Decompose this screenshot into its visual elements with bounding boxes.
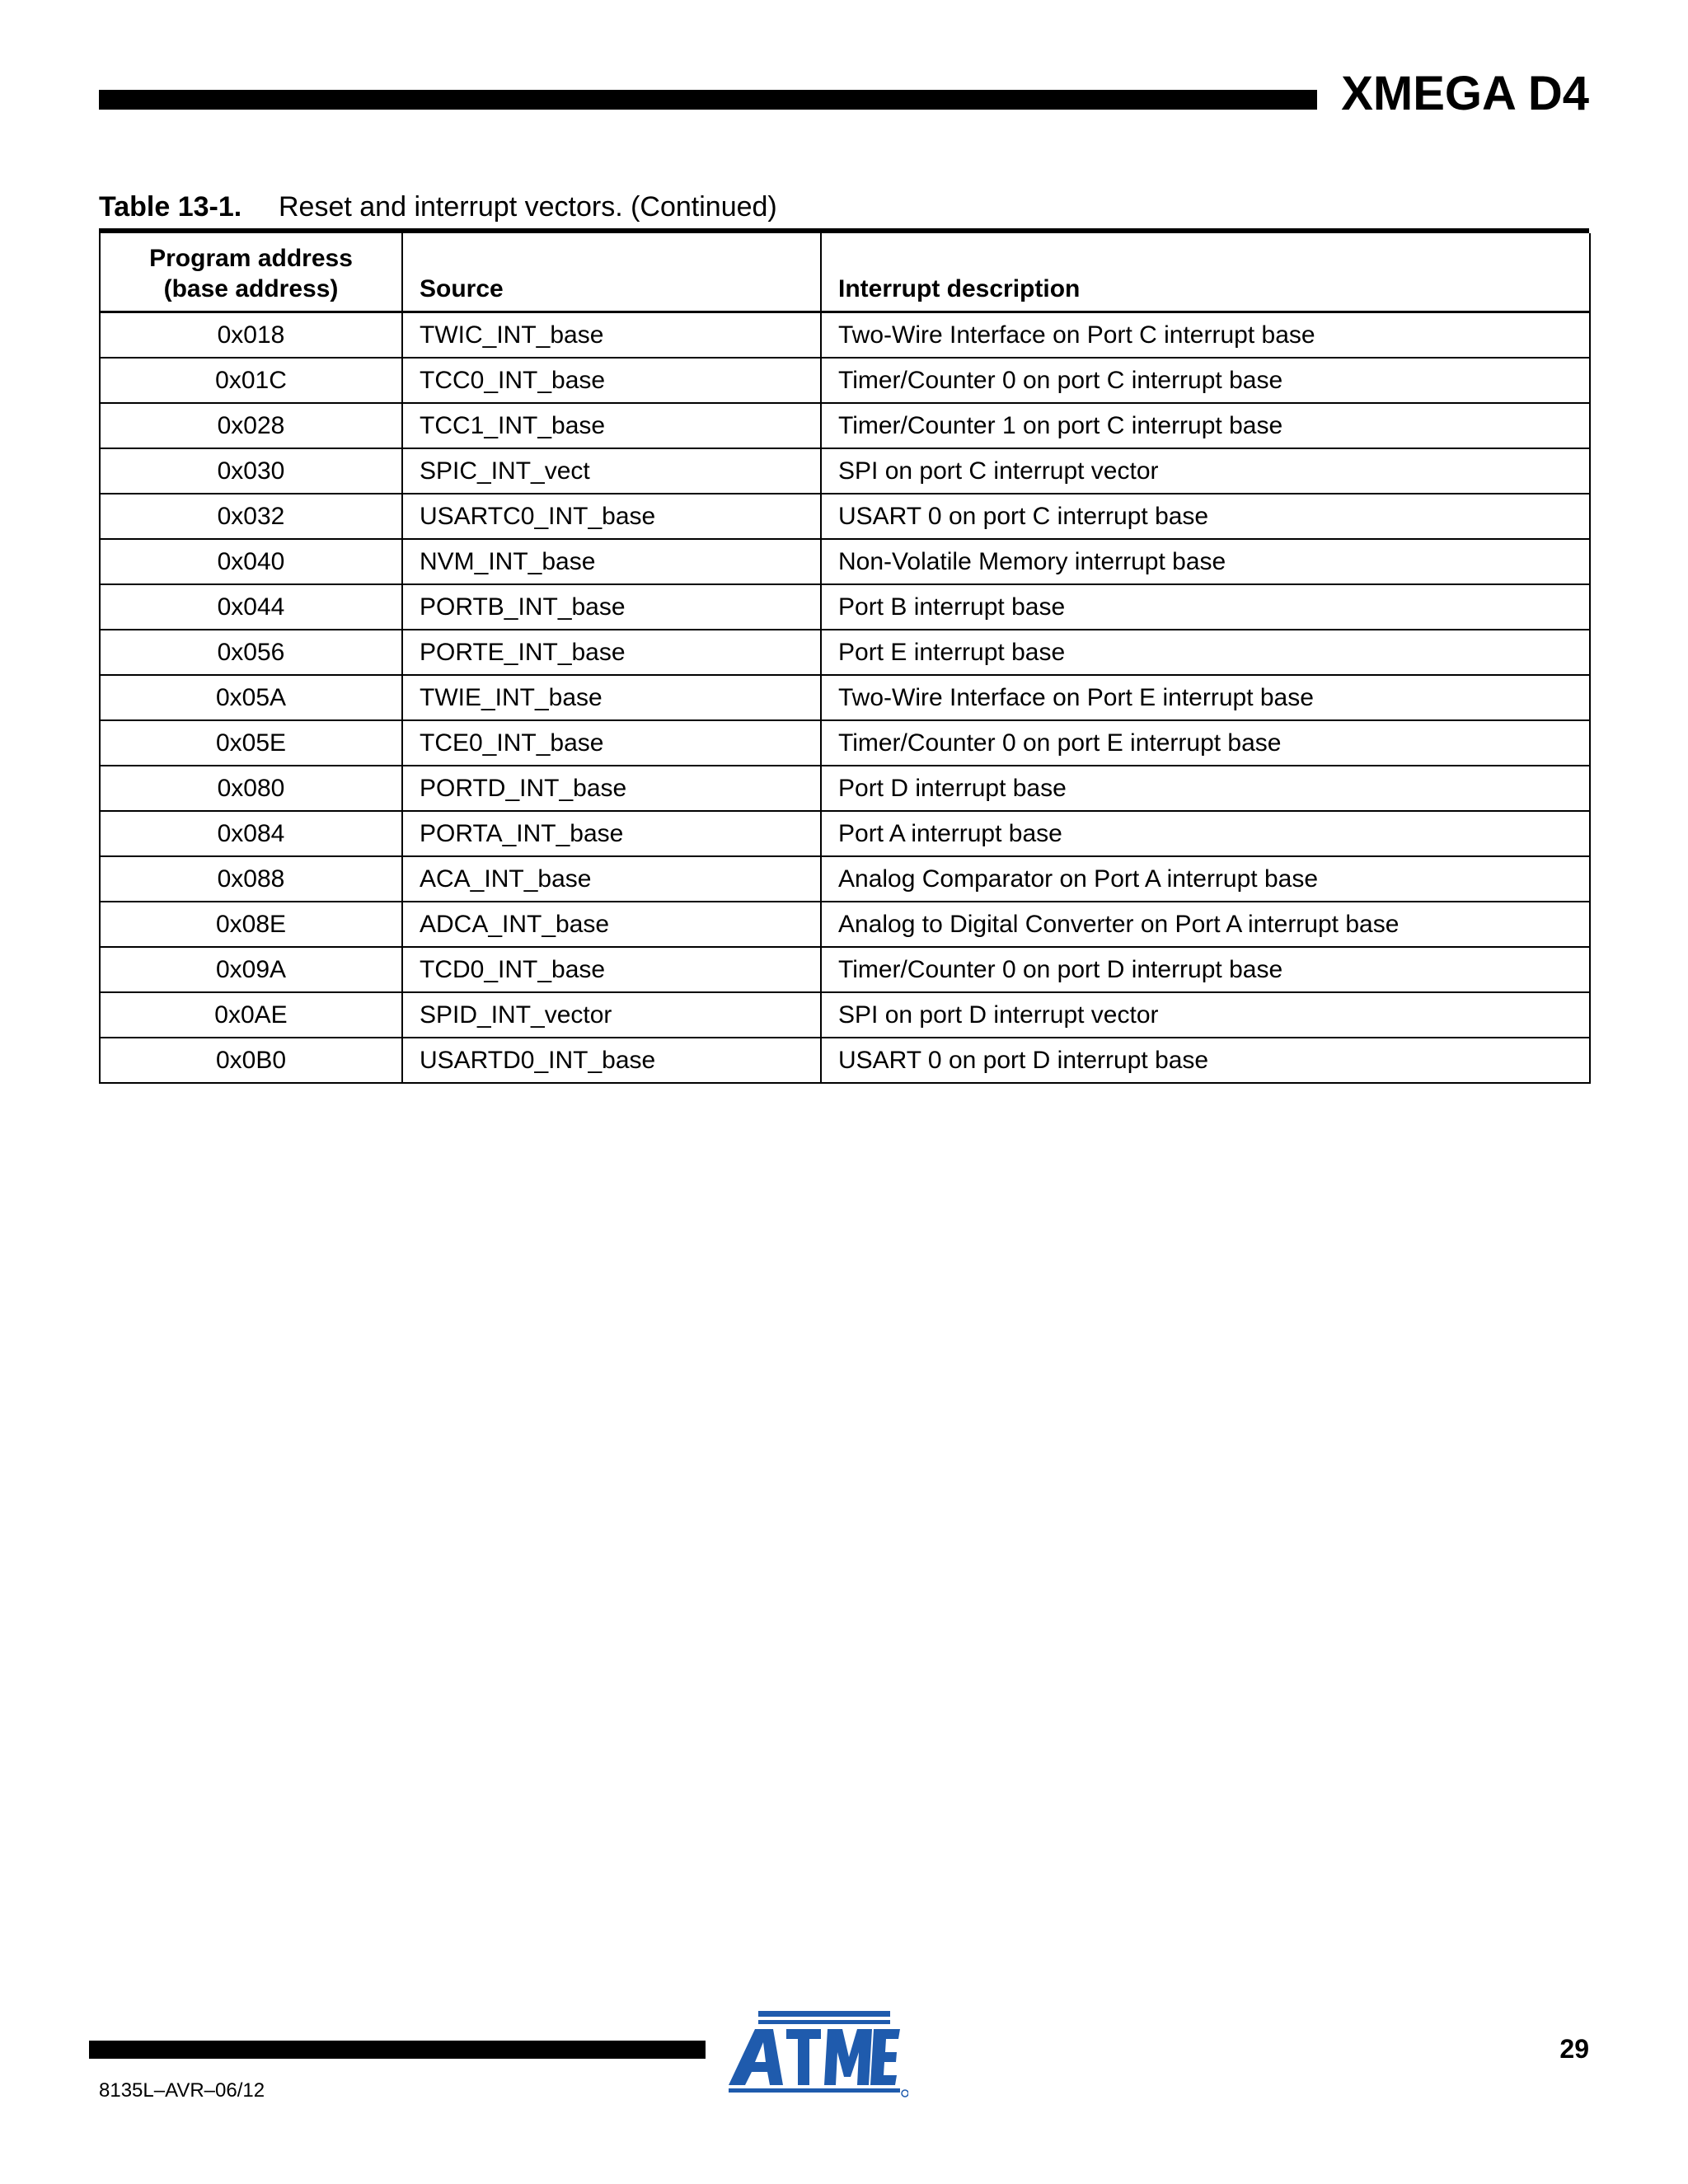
table-caption-text: Reset and interrupt vectors. (Continued) bbox=[279, 191, 777, 223]
footer-rule bbox=[89, 2041, 706, 2059]
column-header-description: Interrupt description bbox=[821, 233, 1590, 312]
cell-address: 0x032 bbox=[100, 494, 402, 539]
cell-address: 0x018 bbox=[100, 312, 402, 359]
cell-address: 0x09A bbox=[100, 947, 402, 992]
table-row bbox=[100, 312, 1590, 359]
cell-description: Port B interrupt base bbox=[821, 584, 1590, 630]
table-row bbox=[100, 1038, 1590, 1083]
cell-source: PORTB_INT_base bbox=[402, 584, 821, 630]
column-header-address-line2: (base address) bbox=[163, 275, 339, 302]
table-caption-label: Table 13-1. bbox=[99, 191, 242, 223]
table-row bbox=[100, 358, 1590, 403]
cell-address: 0x05A bbox=[100, 675, 402, 720]
cell-source: TCD0_INT_base bbox=[402, 947, 821, 992]
cell-description: Timer/Counter 0 on port D interrupt base bbox=[821, 947, 1590, 992]
cell-address: 0x088 bbox=[100, 856, 402, 902]
cell-source: PORTE_INT_base bbox=[402, 630, 821, 675]
cell-address: 0x056 bbox=[100, 630, 402, 675]
page-header-title: XMEGA D4 bbox=[1341, 67, 1589, 120]
column-header-address-line1: Program address bbox=[149, 245, 353, 272]
cell-description: Non-Volatile Memory interrupt base bbox=[821, 539, 1590, 584]
page-number: 29 bbox=[1559, 2034, 1589, 2064]
cell-description: SPI on port D interrupt vector bbox=[821, 992, 1590, 1038]
cell-description: SPI on port C interrupt vector bbox=[821, 448, 1590, 494]
cell-description: Timer/Counter 1 on port C interrupt base bbox=[821, 403, 1590, 448]
cell-description: Port D interrupt base bbox=[821, 766, 1590, 811]
cell-address: 0x0AE bbox=[100, 992, 402, 1038]
cell-source: PORTD_INT_base bbox=[402, 766, 821, 811]
cell-source: PORTA_INT_base bbox=[402, 811, 821, 856]
table-caption bbox=[99, 188, 777, 226]
cell-address: 0x040 bbox=[100, 539, 402, 584]
cell-source: TCC0_INT_base bbox=[402, 358, 821, 403]
table-row bbox=[100, 403, 1590, 448]
cell-description: Two-Wire Interface on Port E interrupt base bbox=[821, 675, 1590, 720]
cell-source: ACA_INT_base bbox=[402, 856, 821, 902]
table-row bbox=[100, 584, 1590, 630]
interrupt-vector-table bbox=[99, 228, 1589, 1084]
cell-address: 0x080 bbox=[100, 766, 402, 811]
header-rule bbox=[99, 90, 1317, 110]
cell-description: USART 0 on port D interrupt base bbox=[821, 1038, 1590, 1083]
table-row bbox=[100, 539, 1590, 584]
cell-address: 0x08E bbox=[100, 902, 402, 947]
table-row bbox=[100, 675, 1590, 720]
cell-source: TWIC_INT_base bbox=[402, 312, 821, 359]
cell-address: 0x028 bbox=[100, 403, 402, 448]
cell-description: Analog to Digital Converter on Port A interrupt base bbox=[821, 902, 1590, 947]
cell-address: 0x030 bbox=[100, 448, 402, 494]
cell-source: TCE0_INT_base bbox=[402, 720, 821, 766]
column-header-source: Source bbox=[402, 233, 821, 312]
cell-description: Timer/Counter 0 on port E interrupt base bbox=[821, 720, 1590, 766]
table-row bbox=[100, 720, 1590, 766]
atmel-logo bbox=[725, 2011, 908, 2098]
table-header-row bbox=[100, 233, 1590, 312]
cell-source: TCC1_INT_base bbox=[402, 403, 821, 448]
cell-address: 0x044 bbox=[100, 584, 402, 630]
cell-address: 0x01C bbox=[100, 358, 402, 403]
cell-description: Port A interrupt base bbox=[821, 811, 1590, 856]
document-code: 8135L–AVR–06/12 bbox=[99, 2079, 265, 2102]
cell-description: Two-Wire Interface on Port C interrupt base bbox=[821, 312, 1590, 359]
table-row bbox=[100, 856, 1590, 902]
table-row bbox=[100, 494, 1590, 539]
cell-description: USART 0 on port C interrupt base bbox=[821, 494, 1590, 539]
cell-source: SPID_INT_vector bbox=[402, 992, 821, 1038]
cell-description: Port E interrupt base bbox=[821, 630, 1590, 675]
cell-description: Timer/Counter 0 on port C interrupt base bbox=[821, 358, 1590, 403]
table-row bbox=[100, 766, 1590, 811]
cell-source: SPIC_INT_vect bbox=[402, 448, 821, 494]
table-row bbox=[100, 630, 1590, 675]
column-header-address bbox=[100, 233, 402, 312]
cell-address: 0x084 bbox=[100, 811, 402, 856]
cell-source: USARTD0_INT_base bbox=[402, 1038, 821, 1083]
cell-source: NVM_INT_base bbox=[402, 539, 821, 584]
cell-address: 0x0B0 bbox=[100, 1038, 402, 1083]
cell-source: TWIE_INT_base bbox=[402, 675, 821, 720]
table-row bbox=[100, 448, 1590, 494]
cell-address: 0x05E bbox=[100, 720, 402, 766]
table-body bbox=[100, 312, 1590, 1084]
table-row bbox=[100, 902, 1590, 947]
table-row bbox=[100, 992, 1590, 1038]
table-row bbox=[100, 811, 1590, 856]
cell-source: USARTC0_INT_base bbox=[402, 494, 821, 539]
cell-description: Analog Comparator on Port A interrupt base bbox=[821, 856, 1590, 902]
table-row bbox=[100, 947, 1590, 992]
cell-source: ADCA_INT_base bbox=[402, 902, 821, 947]
